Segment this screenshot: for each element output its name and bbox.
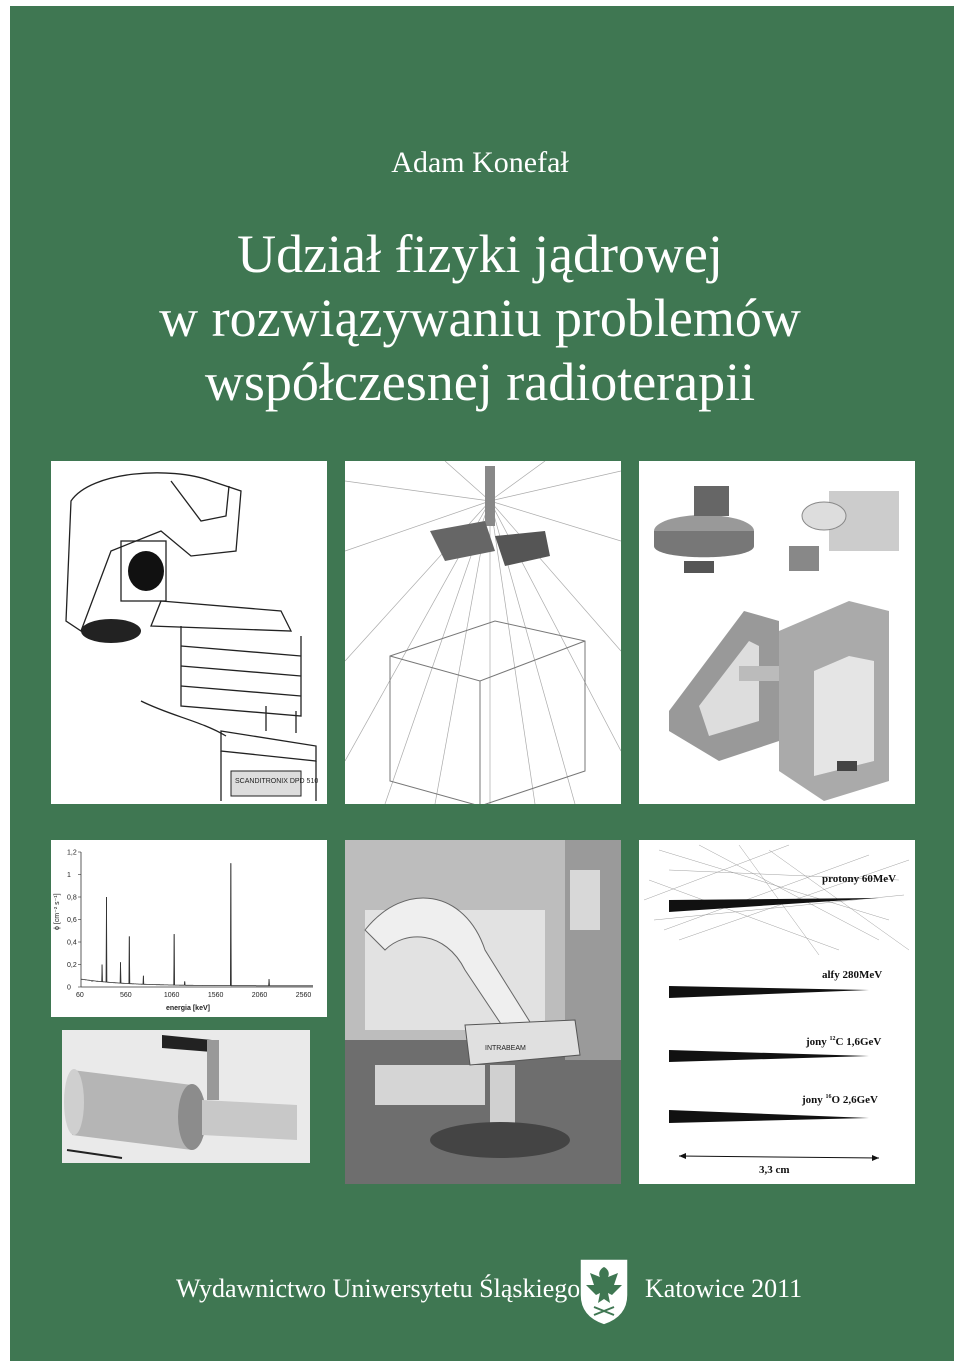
- title-line-2: w rozwiązywaniu problemów: [159, 288, 801, 348]
- beam-label-carbon: jony $^{12}$C 1,6GeV: [806, 1036, 882, 1048]
- x-tick-label: 1060: [163, 992, 180, 999]
- scale-label: 3,3 cm: [759, 1164, 790, 1176]
- y-axis-label: ϕ [cm⁻² s⁻¹]: [54, 893, 61, 930]
- publisher-name: Wydawnictwo Uniwersytetu Śląskiego: [176, 1274, 581, 1303]
- y-tick-label: 1: [67, 872, 71, 879]
- y-tick-label: 0,2: [67, 962, 77, 969]
- beam-label-oxygen: jony $^{16}$O 2,6GeV: [802, 1094, 878, 1106]
- place-and-year: Katowice 2011: [645, 1274, 803, 1303]
- figure-beam-simulations: [639, 840, 915, 1184]
- x-tick-label: 560: [119, 992, 132, 999]
- figure-detector-photo: [62, 1030, 310, 1163]
- y-tick-label: 0,4: [67, 939, 77, 947]
- x-tick-label: 1560: [207, 992, 224, 999]
- x-tick-label: 2060: [251, 992, 268, 999]
- y-tick-label: 0: [67, 984, 71, 992]
- y-tick-label: 1,2: [67, 849, 77, 857]
- spectrum-chart: [51, 840, 327, 1017]
- y-tick-label: 0,8: [67, 894, 77, 902]
- y-tick-label: 0,6: [67, 917, 77, 924]
- x-axis-label: energia [keV]: [166, 1005, 210, 1012]
- author-name: Adam Konefał: [391, 146, 569, 179]
- figure-spectrum-chart: [51, 840, 327, 1017]
- x-tick-label: 2560: [295, 992, 312, 999]
- figure-ray-simulation: [345, 461, 621, 804]
- robot-label: INTRABEAM: [485, 1045, 526, 1052]
- beam-label-alpha: alfy 280MeV: [822, 969, 883, 981]
- title-line-1: Udział fizyki jądrowej: [237, 224, 723, 284]
- device-label: SCANDITRONIX DPD 510: [235, 778, 319, 785]
- figure-3d-geometry: [639, 461, 915, 804]
- spectrum-series: [81, 863, 313, 986]
- x-tick-label: 60: [76, 992, 84, 999]
- figure-linac-drawing: [51, 461, 327, 804]
- beam-label-protons: protony 60MeV: [822, 873, 897, 885]
- book-title: [0, 222, 960, 414]
- university-eagle-crest-icon: [576, 1255, 632, 1327]
- title-line-3: współczesnej radioterapii: [204, 352, 756, 412]
- figure-robot-photo: [345, 840, 621, 1184]
